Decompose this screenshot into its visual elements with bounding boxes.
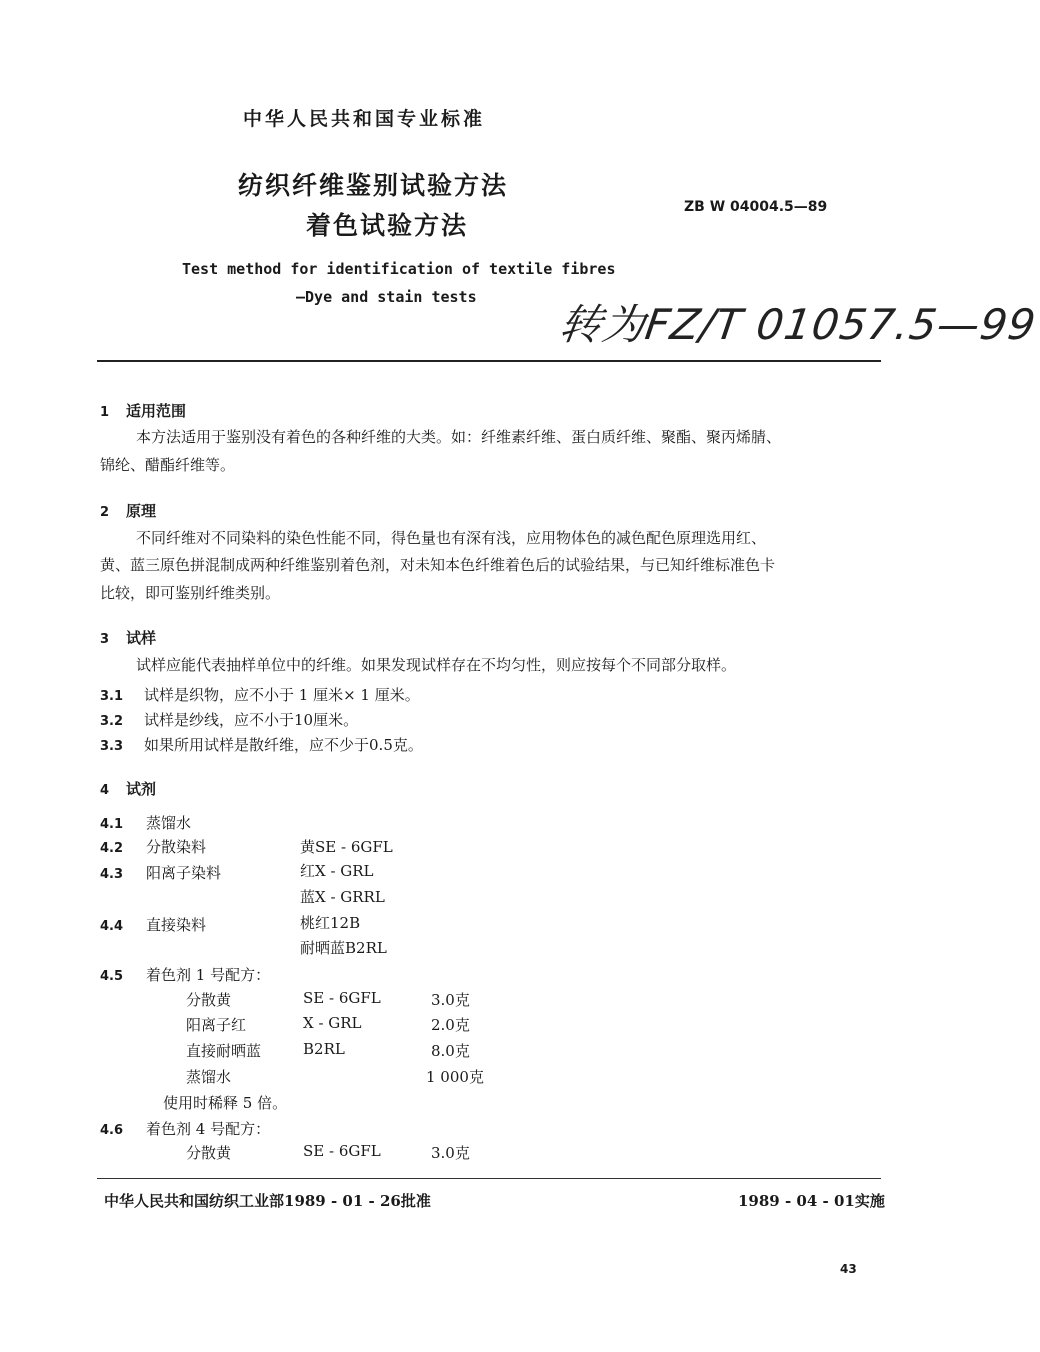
section-2-heading bbox=[100, 500, 156, 521]
footer-divider bbox=[97, 1178, 881, 1179]
reagent-value: 黄SE - 6GFL bbox=[300, 838, 393, 856]
implementation-date: 1989 - 04 - 01实施 bbox=[738, 1192, 885, 1210]
reagent-value: 耐晒蓝B2RL bbox=[300, 939, 387, 957]
section-2-para-line-1: 不同纤维对不同染料的染色性能不同，得色量也有深有浅，应用物体色的减色配色原理选用红、 bbox=[136, 529, 767, 547]
standard-category: 中华人民共和国专业标准 bbox=[243, 108, 486, 130]
formula-ingredient-code: B2RL bbox=[303, 1040, 345, 1058]
list-item: 3.3 如果所用试样是散纤维，应不少于0.5克。 bbox=[100, 736, 423, 754]
section-2-para-line-3: 比较，即可鉴别纤维类别。 bbox=[100, 584, 281, 602]
english-title-line-2: —Dye and stain tests bbox=[296, 288, 477, 306]
formula-ingredient-amount: 3.0克 bbox=[431, 991, 470, 1009]
reagent-value: 红X - GRL bbox=[300, 862, 374, 880]
formula-ingredient-amount: 3.0克 bbox=[431, 1144, 470, 1162]
reagent-item-4-3: 4.3 阳离子染料 bbox=[100, 864, 222, 882]
formula-ingredient-name: 分散黄 bbox=[186, 1144, 232, 1162]
formula-ingredient-code: X - GRL bbox=[303, 1014, 362, 1032]
formula-ingredient-amount: 8.0克 bbox=[431, 1042, 470, 1060]
formula-ingredient-name: 分散黄 bbox=[186, 991, 232, 1009]
reagent-item-4-6: 4.6 着色剂 4 号配方： bbox=[100, 1120, 271, 1138]
reagent-item-4-2: 4.2 分散染料 bbox=[100, 838, 207, 856]
section-1-para-line-2: 锦纶、醋酯纤维等。 bbox=[100, 456, 236, 474]
reagent-value: 蓝X - GRRL bbox=[300, 888, 385, 906]
section-number: 1 bbox=[100, 405, 110, 420]
section-title: 试剂 bbox=[126, 780, 157, 798]
header-divider bbox=[97, 360, 881, 362]
formula-note: 使用时稀释 5 倍。 bbox=[163, 1094, 288, 1112]
section-4-heading bbox=[100, 778, 156, 799]
english-title-line-1: Test method for identification of textile fibres bbox=[182, 260, 616, 278]
reagent-item-4-4: 4.4 直接染料 bbox=[100, 916, 207, 934]
list-item: 3.1 试样是织物，应不小于 1 厘米× 1 厘米。 bbox=[100, 686, 420, 704]
formula-ingredient-code: SE - 6GFL bbox=[303, 1142, 381, 1160]
reagent-item-4-1: 4.1 蒸馏水 bbox=[100, 814, 192, 832]
section-2-para-line-2: 黄、蓝三原色拼混制成两种纤维鉴别着色剂，对未知本色纤维着色后的试验结果，与已知纤维标准色卡 bbox=[100, 556, 776, 574]
formula-ingredient-amount: 2.0克 bbox=[431, 1016, 470, 1034]
approval-statement: 中华人民共和国纺织工业部1989 - 01 - 26批准 bbox=[104, 1192, 431, 1210]
standard-number: ZB W 04004.5—89 bbox=[684, 199, 828, 215]
reagent-value: 桃红12B bbox=[300, 914, 361, 932]
reagent-item-4-5: 4.5 着色剂 1 号配方： bbox=[100, 966, 271, 984]
formula-ingredient-name: 直接耐晒蓝 bbox=[186, 1042, 262, 1060]
section-number: 3 bbox=[100, 632, 110, 647]
title-line-1: 纺织纤维鉴别试验方法 bbox=[238, 171, 509, 200]
formula-ingredient-name: 蒸馏水 bbox=[186, 1068, 232, 1086]
formula-ingredient-amount: 1 000克 bbox=[426, 1068, 484, 1086]
page-number: 43 bbox=[840, 1262, 857, 1276]
section-3-para: 试样应能代表抽样单位中的纤维。如果发现试样存在不均匀性，则应按每个不同部分取样。 bbox=[136, 656, 737, 674]
section-number: 2 bbox=[100, 505, 110, 520]
section-title: 原理 bbox=[126, 502, 157, 520]
list-item: 3.2 试样是纱线，应不小于10厘米。 bbox=[100, 711, 359, 729]
section-3-heading bbox=[100, 627, 156, 648]
title-line-2: 着色试验方法 bbox=[306, 211, 469, 240]
section-title: 适用范围 bbox=[126, 402, 187, 420]
section-number: 4 bbox=[100, 783, 110, 798]
handwritten-note: 转为FZ/T 01057.5—99 bbox=[556, 300, 1040, 349]
section-1-para-line-1: 本方法适用于鉴别没有着色的各种纤维的大类。如：纤维素纤维、蛋白质纤维、聚酯、聚丙烯腈、 bbox=[136, 428, 782, 446]
formula-ingredient-code: SE - 6GFL bbox=[303, 989, 381, 1007]
formula-ingredient-name: 阳离子红 bbox=[186, 1016, 247, 1034]
section-1-heading bbox=[100, 400, 186, 421]
section-title: 试样 bbox=[126, 629, 157, 647]
